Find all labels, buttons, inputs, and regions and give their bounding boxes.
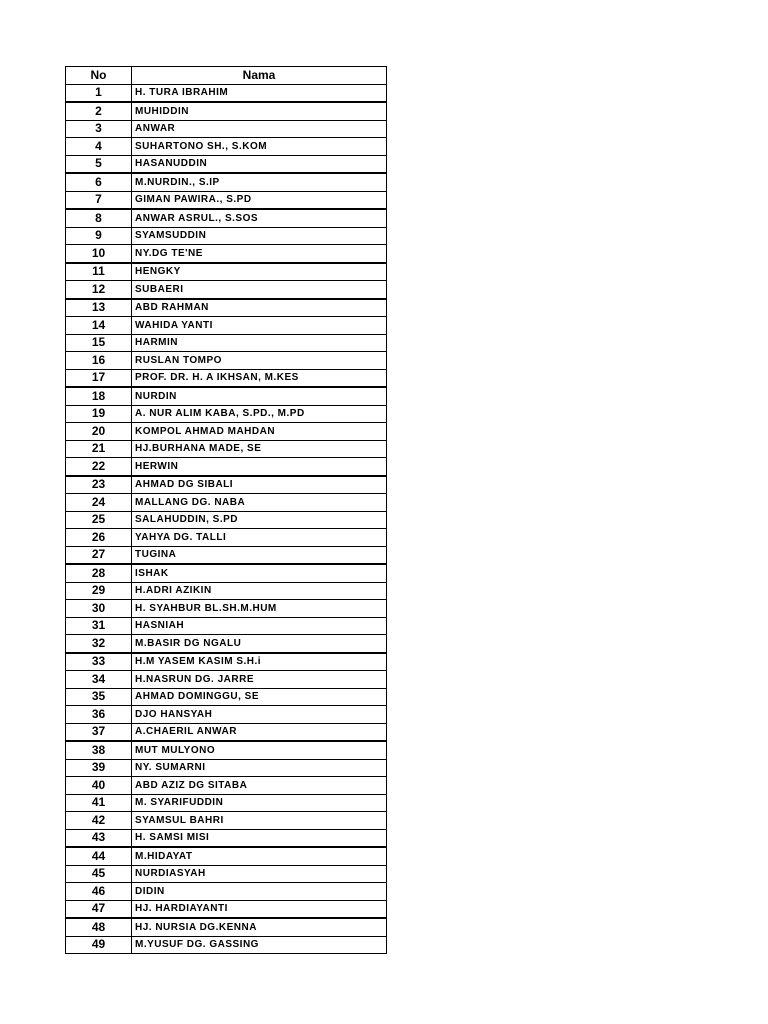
row-name: NY. SUMARNI — [132, 759, 387, 777]
row-name: ANWAR ASRUL., S.SOS — [132, 209, 387, 227]
row-name: H. SYAHBUR BL.SH.M.HUM — [132, 600, 387, 618]
row-name: AHMAD DG SIBALI — [132, 476, 387, 494]
row-number: 31 — [66, 617, 132, 635]
row-name: HASNIAH — [132, 617, 387, 635]
row-name: HJ. HARDIAYANTI — [132, 900, 387, 918]
table-row — [66, 352, 387, 370]
table-row — [66, 334, 387, 352]
row-number: 18 — [66, 387, 132, 405]
table-row — [66, 653, 387, 671]
row-name: H. SAMSI MISI — [132, 829, 387, 847]
row-number: 46 — [66, 883, 132, 901]
row-name: NY.DG TE'NE — [132, 245, 387, 263]
row-name: SUBAERI — [132, 281, 387, 299]
table-row — [66, 883, 387, 901]
row-number: 20 — [66, 423, 132, 441]
table-row — [66, 369, 387, 387]
row-number: 39 — [66, 759, 132, 777]
table-row — [66, 812, 387, 830]
row-name: H. TURA IBRAHIM — [132, 84, 387, 102]
row-name: WAHIDA YANTI — [132, 317, 387, 335]
row-number: 21 — [66, 440, 132, 458]
row-number: 2 — [66, 102, 132, 120]
row-name: KOMPOL AHMAD MAHDAN — [132, 423, 387, 441]
row-number: 15 — [66, 334, 132, 352]
row-number: 37 — [66, 723, 132, 741]
row-number: 11 — [66, 263, 132, 281]
table-row — [66, 794, 387, 812]
table-row — [66, 546, 387, 564]
row-name: M.YUSUF DG. GASSING — [132, 936, 387, 954]
table-row — [66, 494, 387, 512]
row-name: MUT MULYONO — [132, 741, 387, 759]
row-name: M. SYARIFUDDIN — [132, 794, 387, 812]
table-row — [66, 511, 387, 529]
table-row — [66, 918, 387, 936]
table-row — [66, 600, 387, 618]
row-number: 48 — [66, 918, 132, 936]
row-number: 24 — [66, 494, 132, 512]
row-name: HENGKY — [132, 263, 387, 281]
table-row — [66, 900, 387, 918]
row-name: HASANUDDIN — [132, 155, 387, 173]
row-number: 47 — [66, 900, 132, 918]
table-row — [66, 458, 387, 476]
row-number: 33 — [66, 653, 132, 671]
row-number: 36 — [66, 706, 132, 724]
row-number: 28 — [66, 564, 132, 582]
table-row — [66, 617, 387, 635]
row-number: 22 — [66, 458, 132, 476]
row-number: 4 — [66, 138, 132, 156]
table-row — [66, 777, 387, 795]
row-name: TUGINA — [132, 546, 387, 564]
row-number: 10 — [66, 245, 132, 263]
row-number: 38 — [66, 741, 132, 759]
row-name: ABD RAHMAN — [132, 299, 387, 317]
row-number: 5 — [66, 155, 132, 173]
row-number: 43 — [66, 829, 132, 847]
row-name: A. NUR ALIM KABA, S.PD., M.PD — [132, 405, 387, 423]
table-row — [66, 440, 387, 458]
row-name: H.ADRI AZIKIN — [132, 582, 387, 600]
row-name: SYAMSUL BAHRI — [132, 812, 387, 830]
row-number: 41 — [66, 794, 132, 812]
row-name: NURDIN — [132, 387, 387, 405]
row-name: PROF. DR. H. A IKHSAN, M.KES — [132, 369, 387, 387]
table-row — [66, 281, 387, 299]
row-name: GIMAN PAWIRA., S.PD — [132, 191, 387, 209]
row-number: 42 — [66, 812, 132, 830]
table-header-row — [66, 67, 387, 85]
table-row — [66, 173, 387, 191]
table-row — [66, 263, 387, 281]
row-number: 14 — [66, 317, 132, 335]
row-name: YAHYA DG. TALLI — [132, 529, 387, 547]
header-nama: Nama — [132, 67, 387, 85]
row-number: 49 — [66, 936, 132, 954]
table-row — [66, 227, 387, 245]
row-name: HERWIN — [132, 458, 387, 476]
row-name: MUHIDDIN — [132, 102, 387, 120]
table-row — [66, 423, 387, 441]
row-number: 8 — [66, 209, 132, 227]
table-row — [66, 829, 387, 847]
row-name: HJ. NURSIA DG.KENNA — [132, 918, 387, 936]
row-number: 27 — [66, 546, 132, 564]
row-name: ANWAR — [132, 120, 387, 138]
row-number: 19 — [66, 405, 132, 423]
table-row — [66, 245, 387, 263]
row-number: 35 — [66, 688, 132, 706]
row-name: MALLANG DG. NABA — [132, 494, 387, 512]
row-number: 44 — [66, 847, 132, 865]
table-row — [66, 671, 387, 689]
header-no: No — [66, 67, 132, 85]
row-name: HJ.BURHANA MADE, SE — [132, 440, 387, 458]
row-number: 7 — [66, 191, 132, 209]
row-number: 32 — [66, 635, 132, 653]
row-number: 34 — [66, 671, 132, 689]
table-row — [66, 120, 387, 138]
row-name: AHMAD DOMINGGU, SE — [132, 688, 387, 706]
row-number: 25 — [66, 511, 132, 529]
row-name: H.NASRUN DG. JARRE — [132, 671, 387, 689]
table-row — [66, 582, 387, 600]
table-row — [66, 191, 387, 209]
row-name: DIDIN — [132, 883, 387, 901]
table-body — [66, 84, 387, 954]
row-number: 9 — [66, 227, 132, 245]
row-number: 12 — [66, 281, 132, 299]
table-row — [66, 936, 387, 954]
row-name: DJO HANSYAH — [132, 706, 387, 724]
row-number: 1 — [66, 84, 132, 102]
row-number: 16 — [66, 352, 132, 370]
table-row — [66, 405, 387, 423]
table-row — [66, 741, 387, 759]
table-row — [66, 635, 387, 653]
table-row — [66, 476, 387, 494]
row-name: ISHAK — [132, 564, 387, 582]
row-name: A.CHAERIL ANWAR — [132, 723, 387, 741]
table-row — [66, 387, 387, 405]
table-row — [66, 529, 387, 547]
name-list-table — [65, 66, 387, 954]
row-number: 23 — [66, 476, 132, 494]
table-row — [66, 688, 387, 706]
row-name: M.NURDIN., S.IP — [132, 173, 387, 191]
table-row — [66, 317, 387, 335]
table-row — [66, 759, 387, 777]
row-name: SUHARTONO SH., S.KOM — [132, 138, 387, 156]
row-name: H.M YASEM KASIM S.H.i — [132, 653, 387, 671]
row-name: ABD AZIZ DG SITABA — [132, 777, 387, 795]
row-number: 40 — [66, 777, 132, 795]
table-row — [66, 847, 387, 865]
table-row — [66, 138, 387, 156]
row-name: NURDIASYAH — [132, 865, 387, 883]
table-row — [66, 102, 387, 120]
table-row — [66, 865, 387, 883]
table-row — [66, 209, 387, 227]
row-number: 6 — [66, 173, 132, 191]
row-name: RUSLAN TOMPO — [132, 352, 387, 370]
row-name: M.BASIR DG NGALU — [132, 635, 387, 653]
table-row — [66, 723, 387, 741]
row-name: SALAHUDDIN, S.PD — [132, 511, 387, 529]
row-number: 30 — [66, 600, 132, 618]
row-number: 17 — [66, 369, 132, 387]
row-number: 45 — [66, 865, 132, 883]
table-row — [66, 84, 387, 102]
row-name: HARMIN — [132, 334, 387, 352]
row-number: 29 — [66, 582, 132, 600]
row-name: M.HIDAYAT — [132, 847, 387, 865]
row-number: 13 — [66, 299, 132, 317]
row-name: SYAMSUDDIN — [132, 227, 387, 245]
table-row — [66, 155, 387, 173]
row-number: 26 — [66, 529, 132, 547]
table-row — [66, 299, 387, 317]
table-row — [66, 706, 387, 724]
row-number: 3 — [66, 120, 132, 138]
table-row — [66, 564, 387, 582]
